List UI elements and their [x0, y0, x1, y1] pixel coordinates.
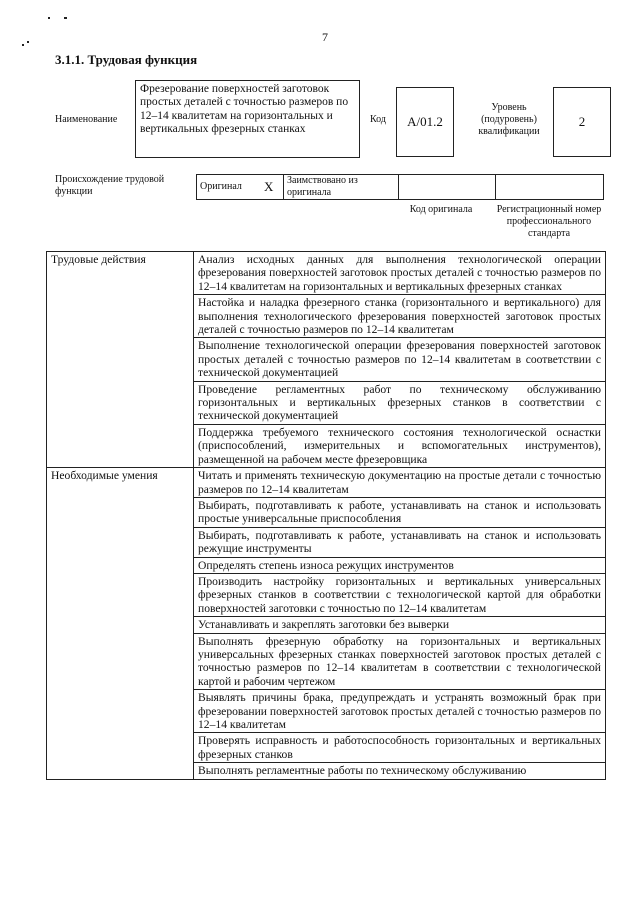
- level-label: Уровень (подуровень) квалификации: [478, 102, 540, 137]
- borrowed-label: Заимствовано из оригинала: [284, 175, 399, 200]
- list-item: Настойка и наладка фрезерного станка (горизонтального и вертикального) для выполнения технологического фрезерования поверхностей заготовок простых деталей с точностью размеров по 12–14 квалитетам: [194, 295, 606, 338]
- section-title: 3.1.1. Трудовая функция: [55, 52, 198, 67]
- code-original-cell: [399, 175, 496, 200]
- list-item: Анализ исходных данных для выполнения технологической операции фрезерования поверхностей заготовок простых деталей с точностью размеров по 12–14 квалитетам на горизонтальных и вертикальных фрезерных станках: [194, 252, 606, 295]
- list-item: Проверять исправность и работоспособность горизонтальных и вертикальных фрезерных станков: [194, 733, 606, 763]
- original-label: Оригинал: [197, 175, 262, 200]
- skills-label: Необходимые умения: [47, 468, 194, 780]
- list-item: Читать и применять техническую документацию на простые детали с точностью размеров по 12–14 квалитетам: [194, 468, 606, 498]
- list-item: Выбирать, подготавливать к работе, устанавливать на станок и использовать простые универсальные приспособления: [194, 497, 606, 527]
- scan-speck: [27, 41, 29, 43]
- list-item: Выполнять фрезерную обработку на горизонтальных и вертикальных универсальных фрезерных станках поверхностей заготовок простых деталей с точностью размеров по 12–14 квалитетам в соответствии с технологической картой и рабочим чертежом: [194, 633, 606, 690]
- reg-number-caption: Регистрационный номер профессионального стандарта: [496, 204, 602, 239]
- function-name-box: Фрезерование поверхностей заготовок простых деталей с точностью размеров по 12–14 квалитетам на горизонтальных и вертикальных фрезерных станках: [135, 80, 360, 158]
- code-original-caption: Код оригинала: [409, 204, 473, 215]
- scan-speck: [48, 17, 50, 19]
- table-row: [47, 252, 606, 295]
- scan-speck: [22, 44, 24, 46]
- reg-number-cell: [496, 175, 604, 200]
- list-item: Выполнять регламентные работы по техническому обслуживанию: [194, 763, 606, 779]
- labor-actions-label: Трудовые действия: [47, 252, 194, 468]
- list-item: Проведение регламентных работ по техническому обслуживанию горизонтальных и вертикальных фрезерных станков в соответствии с технической документацией: [194, 381, 606, 424]
- table-row: [47, 468, 606, 498]
- list-item: Устанавливать и закреплять заготовки без выверки: [194, 617, 606, 633]
- list-item: Поддержка требуемого технического состояния технологической оснастки (приспособлений, измерительных и вспомогательных инструментов), размещенной на рабочем месте фрезеровщика: [194, 424, 606, 467]
- level-value-box: 2: [553, 87, 611, 157]
- origin-label: Происхождение трудовой функции: [55, 174, 165, 197]
- code-value-box: А/01.2: [396, 87, 454, 157]
- list-item: Выполнение технологической операции фрезерования поверхностей заготовок простых деталей с точностью размеров по 12–14 квалитетам в соответствии с технической документацией: [194, 338, 606, 381]
- list-item: Производить настройку горизонтальных и вертикальных универсальных фрезерных станков в соответствии с технологической картой для обработки поверхностей заготовки с точностью по 12–14 квалитетам: [194, 573, 606, 616]
- requirements-table: [46, 251, 606, 780]
- page-number: 7: [322, 30, 328, 44]
- original-mark: X: [261, 175, 284, 200]
- origin-table: [196, 174, 604, 200]
- list-item: Определять степень износа режущих инструментов: [194, 557, 606, 573]
- code-label: Код: [370, 114, 386, 125]
- list-item: Выбирать, подготавливать к работе, устанавливать на станок и использовать режущие инструменты: [194, 527, 606, 557]
- list-item: Выявлять причины брака, предупреждать и устранять возможный брак при фрезеровании поверхностей заготовок простых деталей с точностью размеров по 12–14 квалитетам: [194, 690, 606, 733]
- name-label: Наименование: [55, 114, 118, 125]
- scan-speck: [64, 17, 67, 19]
